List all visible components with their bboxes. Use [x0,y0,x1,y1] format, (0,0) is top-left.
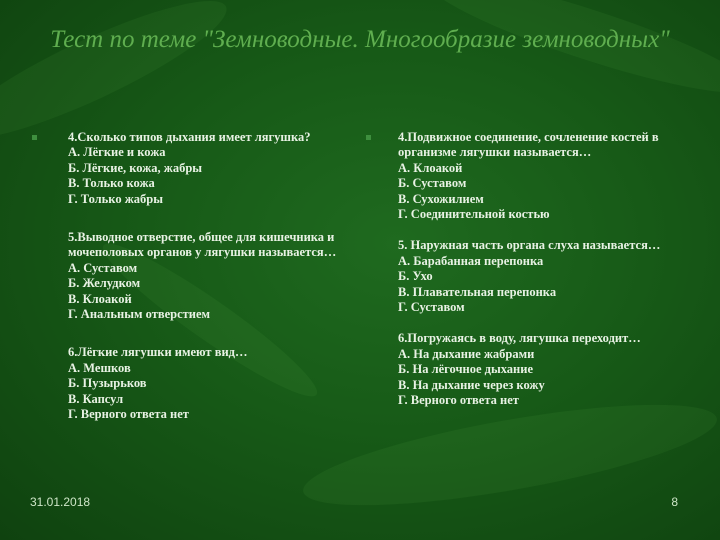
bullet-icon [366,135,371,140]
question-block: 5.Выводное отверстие, общее для кишечника и мочеполовых органов у лягушки называется… А. Суставом Б. Желудком В. Клоакой Г. Анальным отверстием [68,230,337,322]
question-block: 4.Подвижное соединение, сочленение костей в организме лягушки называется… А. Клоакой Б. Суставом В. Сухожилием Г. Соединительной костью [398,130,659,222]
question-block: 4.Сколько типов дыхания имеет лягушка? А. Лёгкие и кожа Б. Лёгкие, кожа, жабры В. Только кожа Г. Только жабры [68,130,311,206]
left-question-column [68,130,358,423]
slide-date: 31.01.2018 [30,495,91,509]
question-block: 6.Лёгкие лягушки имеют вид… А. Мешков Б. Пузырьков В. Капсул Г. Верного ответа нет [68,345,248,422]
bullet-icon [32,135,37,140]
question-block: 6.Погружаясь в воду, лягушка переходит… А. На дыхание жабрами Б. На лёгочное дыхание В. На дыхание через кожу Г. Верного ответа нет [398,331,641,408]
slide-page-number: 8 [671,495,678,509]
question-block: 5. Наружная часть органа слуха называется… А. Барабанная перепонка Б. Ухо В. Плавательная перепонка Г. Суставом [398,238,661,315]
slide-title: Тест по теме "Земноводные. Многообразие земноводных" [50,26,670,53]
right-question-column [398,130,698,409]
